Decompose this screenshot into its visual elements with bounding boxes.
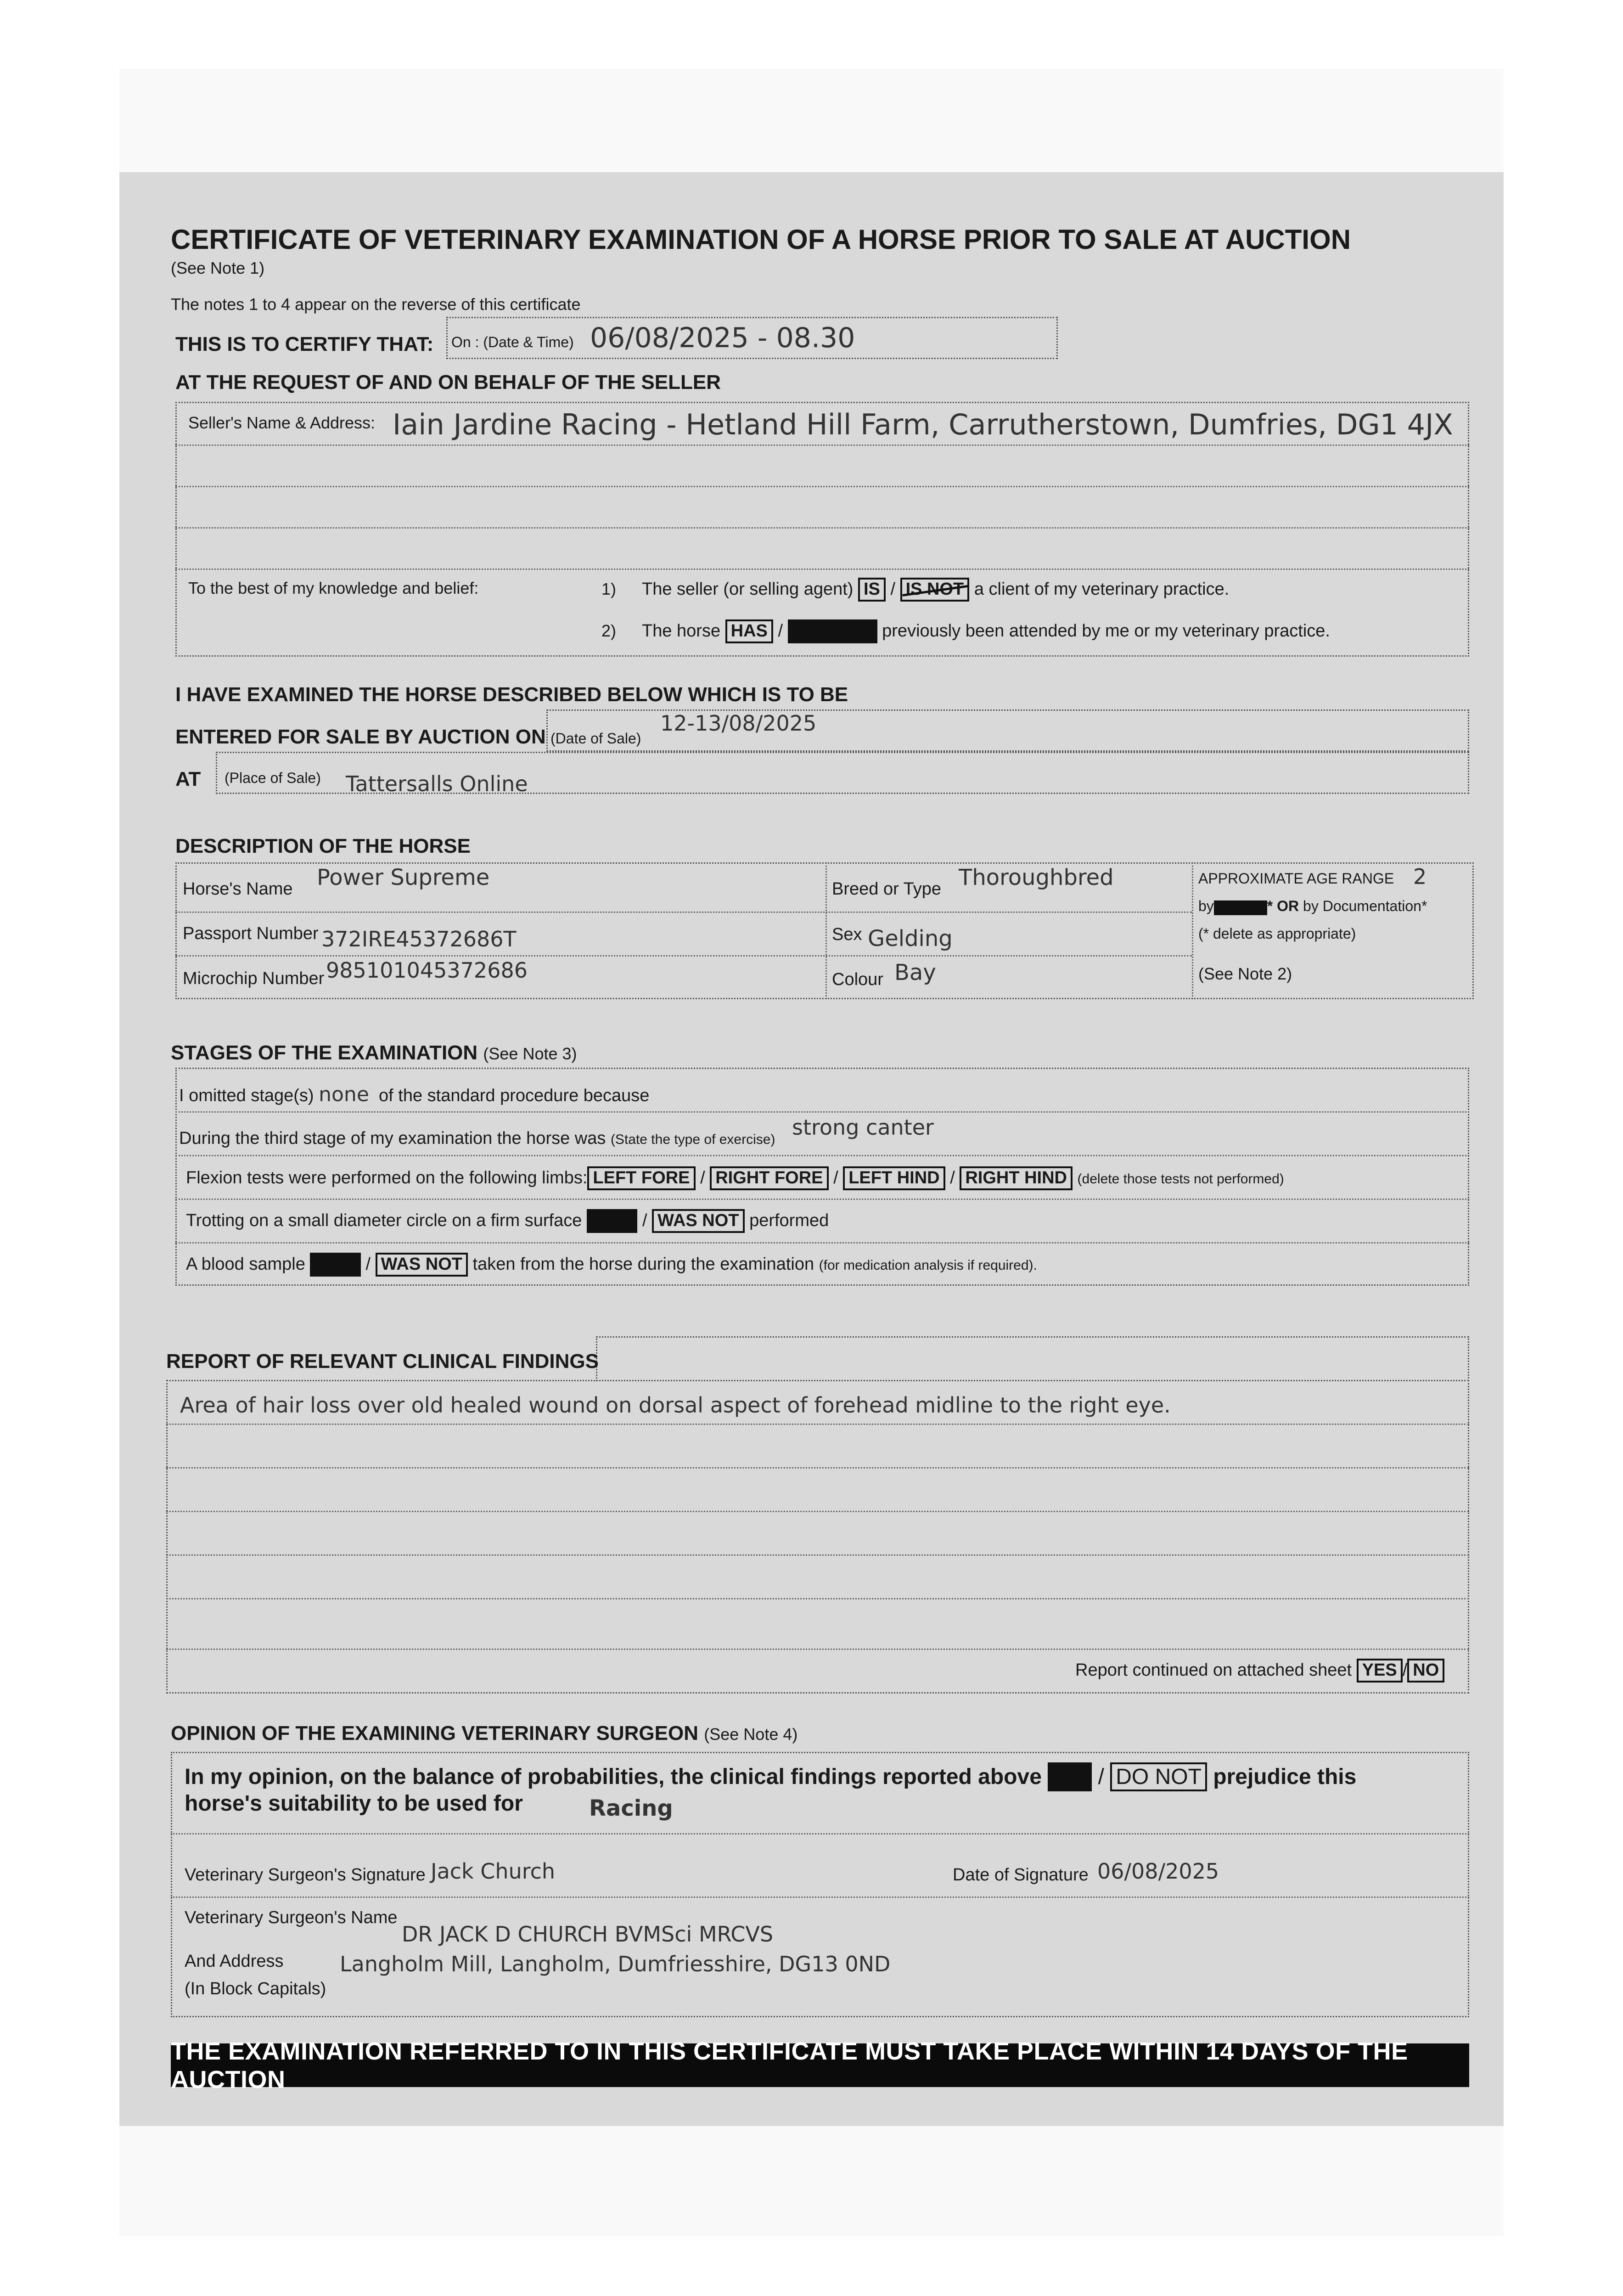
report-rule [166,1467,1469,1469]
slash: / [642,1211,647,1230]
age-or: * OR [1267,898,1299,914]
seller-rule [175,486,1469,487]
stages-heading [171,1041,577,1064]
breed-label: Breed or Type [832,879,942,899]
certificate-title: CERTIFICATE OF VETERINARY EXAMINATION OF A HORSE PRIOR TO SALE AT AUCTION [171,224,1351,255]
age-see-note: (See Note 2) [1198,964,1292,983]
request-label: AT THE REQUEST OF AND ON BEHALF OF THE SELLER [175,371,721,394]
blood-label: A blood sample [186,1255,305,1274]
flexion-left-hind[interactable]: LEFT HIND [843,1166,945,1190]
report-continued-label: Report continued on attached sheet [1075,1660,1352,1680]
description-rule [175,912,1192,913]
opinion-heading [171,1722,797,1745]
certify-label: THIS IS TO CERTIFY THAT: [175,333,434,355]
notes-line: The notes 1 to 4 appear on the reverse of this certificate [171,295,581,314]
report-rule [166,1554,1469,1556]
seller-name-value[interactable]: Iain Jardine Racing - Hetland Hill Farm, Carrutherstown, Dumfries, DG1 4JX [393,408,1453,441]
age-by: by [1198,898,1214,914]
report-heading: REPORT OF RELEVANT CLINICAL FINDINGS [166,1350,599,1373]
item1-number: 1) [601,580,617,598]
colour-label: Colour [832,970,883,989]
title-note: (See Note 1) [171,259,265,277]
dentition-redacted[interactable]: Dentition [1214,900,1267,915]
belief-label: To the best of my knowledge and belief: [188,579,479,597]
description-divider [1192,862,1193,999]
stages-rule [175,1111,1469,1113]
omitted-label: I omitted stage(s) [179,1086,314,1105]
datetime-label: On : (Date & Time) [451,334,574,350]
sale-place-label: (Place of Sale) [225,770,321,786]
is-not-option-struck[interactable]: IS NOT [900,578,970,602]
opinion-title: OPINION OF THE EXAMINING VETERINARY SURGEON [171,1722,699,1745]
stages-rule [175,1155,1469,1156]
sale-date-label: (Date of Sale) [550,730,641,747]
report-line-1: Area of hair loss over old healed wound on dorsal aspect of forehead midline to the right eye. [180,1393,1171,1418]
description-divider [826,862,827,999]
sale-place-value: Tattersalls Online [346,771,528,796]
opinion-note: (See Note 4) [704,1725,798,1744]
datetime-field[interactable] [446,317,1058,359]
vet-name-label: Veterinary Surgeon's Name [185,1908,398,1927]
opinion-rule [171,1896,1469,1898]
age-method-line [1198,898,1427,915]
address-label: And Address [185,1952,284,1971]
blood-post: taken from the horse during the examination [472,1255,814,1274]
third-stage-value[interactable]: strong canter [792,1115,934,1140]
colour-value[interactable]: Bay [894,960,936,985]
age-range-value[interactable]: 2 [1413,864,1427,889]
has-not-option-redacted[interactable]: HAS NOT [788,619,877,643]
slash: / [950,1168,955,1187]
datetime-value: 06/08/2025 - 08.30 [590,322,855,354]
microchip-label: Microchip Number [183,969,325,988]
sale-date-field[interactable] [546,709,1469,752]
omitted-stages-row [179,1083,649,1106]
report-rule [166,1649,1469,1650]
opinion-text: In my opinion, on the balance of probabilities, the clinical findings reported above [185,1765,1042,1789]
trotting-row [186,1209,829,1233]
age-range-label: APPROXIMATE AGE RANGE [1198,870,1394,887]
flexion-label: Flexion tests were performed on the following limbs: [186,1168,588,1187]
item1-post: a client of my veterinary practice. [974,580,1230,599]
signature-date-label: Date of Signature [953,1865,1089,1885]
seller-rule [175,568,1469,570]
blood-was-not-option[interactable]: WAS NOT [376,1253,468,1277]
age-delete-note: (* delete as appropriate) [1198,925,1356,942]
third-stage-row [179,1129,775,1148]
age-documentation[interactable]: by Documentation* [1303,898,1427,914]
horse-name-label: Horse's Name [183,879,293,899]
slash: / [365,1255,371,1274]
third-stage-note: (State the type of exercise) [610,1132,775,1147]
report-heading-box [596,1336,1469,1381]
slash: / [778,621,783,641]
is-option[interactable]: IS [858,578,886,602]
block-capitals-label: (In Block Capitals) [185,1979,326,1998]
flexion-right-hind[interactable]: RIGHT HIND [960,1166,1073,1190]
trot-was-redacted[interactable]: WAS [587,1209,638,1233]
sale-date-value: 12-13/08/2025 [660,711,817,736]
continued-no-option[interactable]: NO [1407,1659,1444,1683]
report-continued-row [1075,1659,1444,1683]
omitted-post: of the standard procedure because [379,1086,650,1105]
slash: / [700,1168,705,1187]
slash: / [833,1168,838,1187]
signature-value[interactable]: Jack Church [431,1859,556,1884]
at-label: AT [175,768,201,790]
report-rule [166,1511,1469,1512]
horse-name-value[interactable]: Power Supreme [317,865,490,890]
has-option[interactable]: HAS [725,619,773,643]
seller-name-label: Seller's Name & Address: [188,413,376,432]
passport-label: Passport Number [183,924,319,943]
report-rule [166,1424,1469,1425]
vet-address-value[interactable]: Langholm Mill, Langholm, Dumfriesshire, DG13 0ND [340,1952,891,1976]
sex-label: Sex [832,925,862,944]
report-box[interactable] [166,1380,1469,1694]
stages-title: STAGES OF THE EXAMINATION [171,1041,478,1064]
sale-place-field[interactable] [216,752,1469,794]
item2-text: The horse [642,621,721,641]
trotting-post: performed [749,1211,829,1230]
do-not-option[interactable]: DO NOT [1110,1762,1207,1791]
stages-rule [175,1199,1469,1200]
signature-date-value[interactable]: 06/08/2025 [1097,1859,1219,1884]
slash: / [1402,1660,1408,1680]
slash: / [890,580,896,599]
seller-rule [175,445,1469,446]
sex-value[interactable]: Gelding [868,926,953,951]
breed-value[interactable]: Thoroughbred [959,865,1114,890]
signature-label: Veterinary Surgeon's Signature [185,1865,426,1885]
blood-note: (for medication analysis if required). [819,1258,1037,1273]
opinion-rule [171,1833,1469,1835]
stages-rule [175,1242,1469,1244]
continued-yes-option[interactable]: YES [1357,1659,1403,1683]
description-rule [175,955,1192,957]
slash: / [1098,1765,1104,1789]
flexion-note: (delete those tests not performed) [1077,1171,1284,1187]
item2-number: 2) [601,621,617,640]
item2-post: previously been attended by me or my veterinary practice. [882,621,1330,641]
opinion-statement [185,1762,1356,1791]
passport-value[interactable]: 372IRE45372686T [321,927,517,951]
horse-attended-line [642,619,1330,643]
blood-was-redacted[interactable]: WAS [310,1253,361,1277]
do-option-redacted[interactable]: DO [1048,1762,1092,1791]
description-heading: DESCRIPTION OF THE HORSE [175,835,471,857]
entered-label: ENTERED FOR SALE BY AUCTION ON [175,726,546,748]
trot-was-not-option[interactable]: WAS NOT [652,1209,744,1233]
seller-client-line [642,578,1229,602]
use-value[interactable]: Racing [589,1795,673,1821]
flexion-row [186,1166,1284,1190]
opinion-text-post: prejudice this [1213,1765,1357,1789]
opinion-line2: horse's suitability to be used for [185,1791,523,1816]
report-rule [166,1598,1469,1599]
seller-rule [175,527,1469,529]
omitted-value[interactable]: none [319,1083,369,1106]
trotting-label: Trotting on a small diameter circle on a firm surface [186,1211,582,1230]
item1-text: The seller (or selling agent) [642,580,854,599]
third-stage-label: During the third stage of my examination the horse was [179,1129,606,1148]
vet-name-value[interactable]: DR JACK D CHURCH BVMSci MRCVS [402,1922,774,1947]
flexion-right-fore[interactable]: RIGHT FORE [710,1166,828,1190]
examined-label: I HAVE EXAMINED THE HORSE DESCRIBED BELOW WHICH IS TO BE [175,683,848,706]
microchip-value[interactable]: 985101045372686 [326,958,528,983]
flexion-left-fore[interactable]: LEFT FORE [587,1166,695,1190]
stages-note: (See Note 3) [483,1044,577,1063]
blood-sample-row [186,1253,1037,1277]
footer-banner: THE EXAMINATION REFERRED TO IN THIS CERTIFICATE MUST TAKE PLACE WITHIN 14 DAYS OF THE AUCTION [171,2043,1469,2087]
